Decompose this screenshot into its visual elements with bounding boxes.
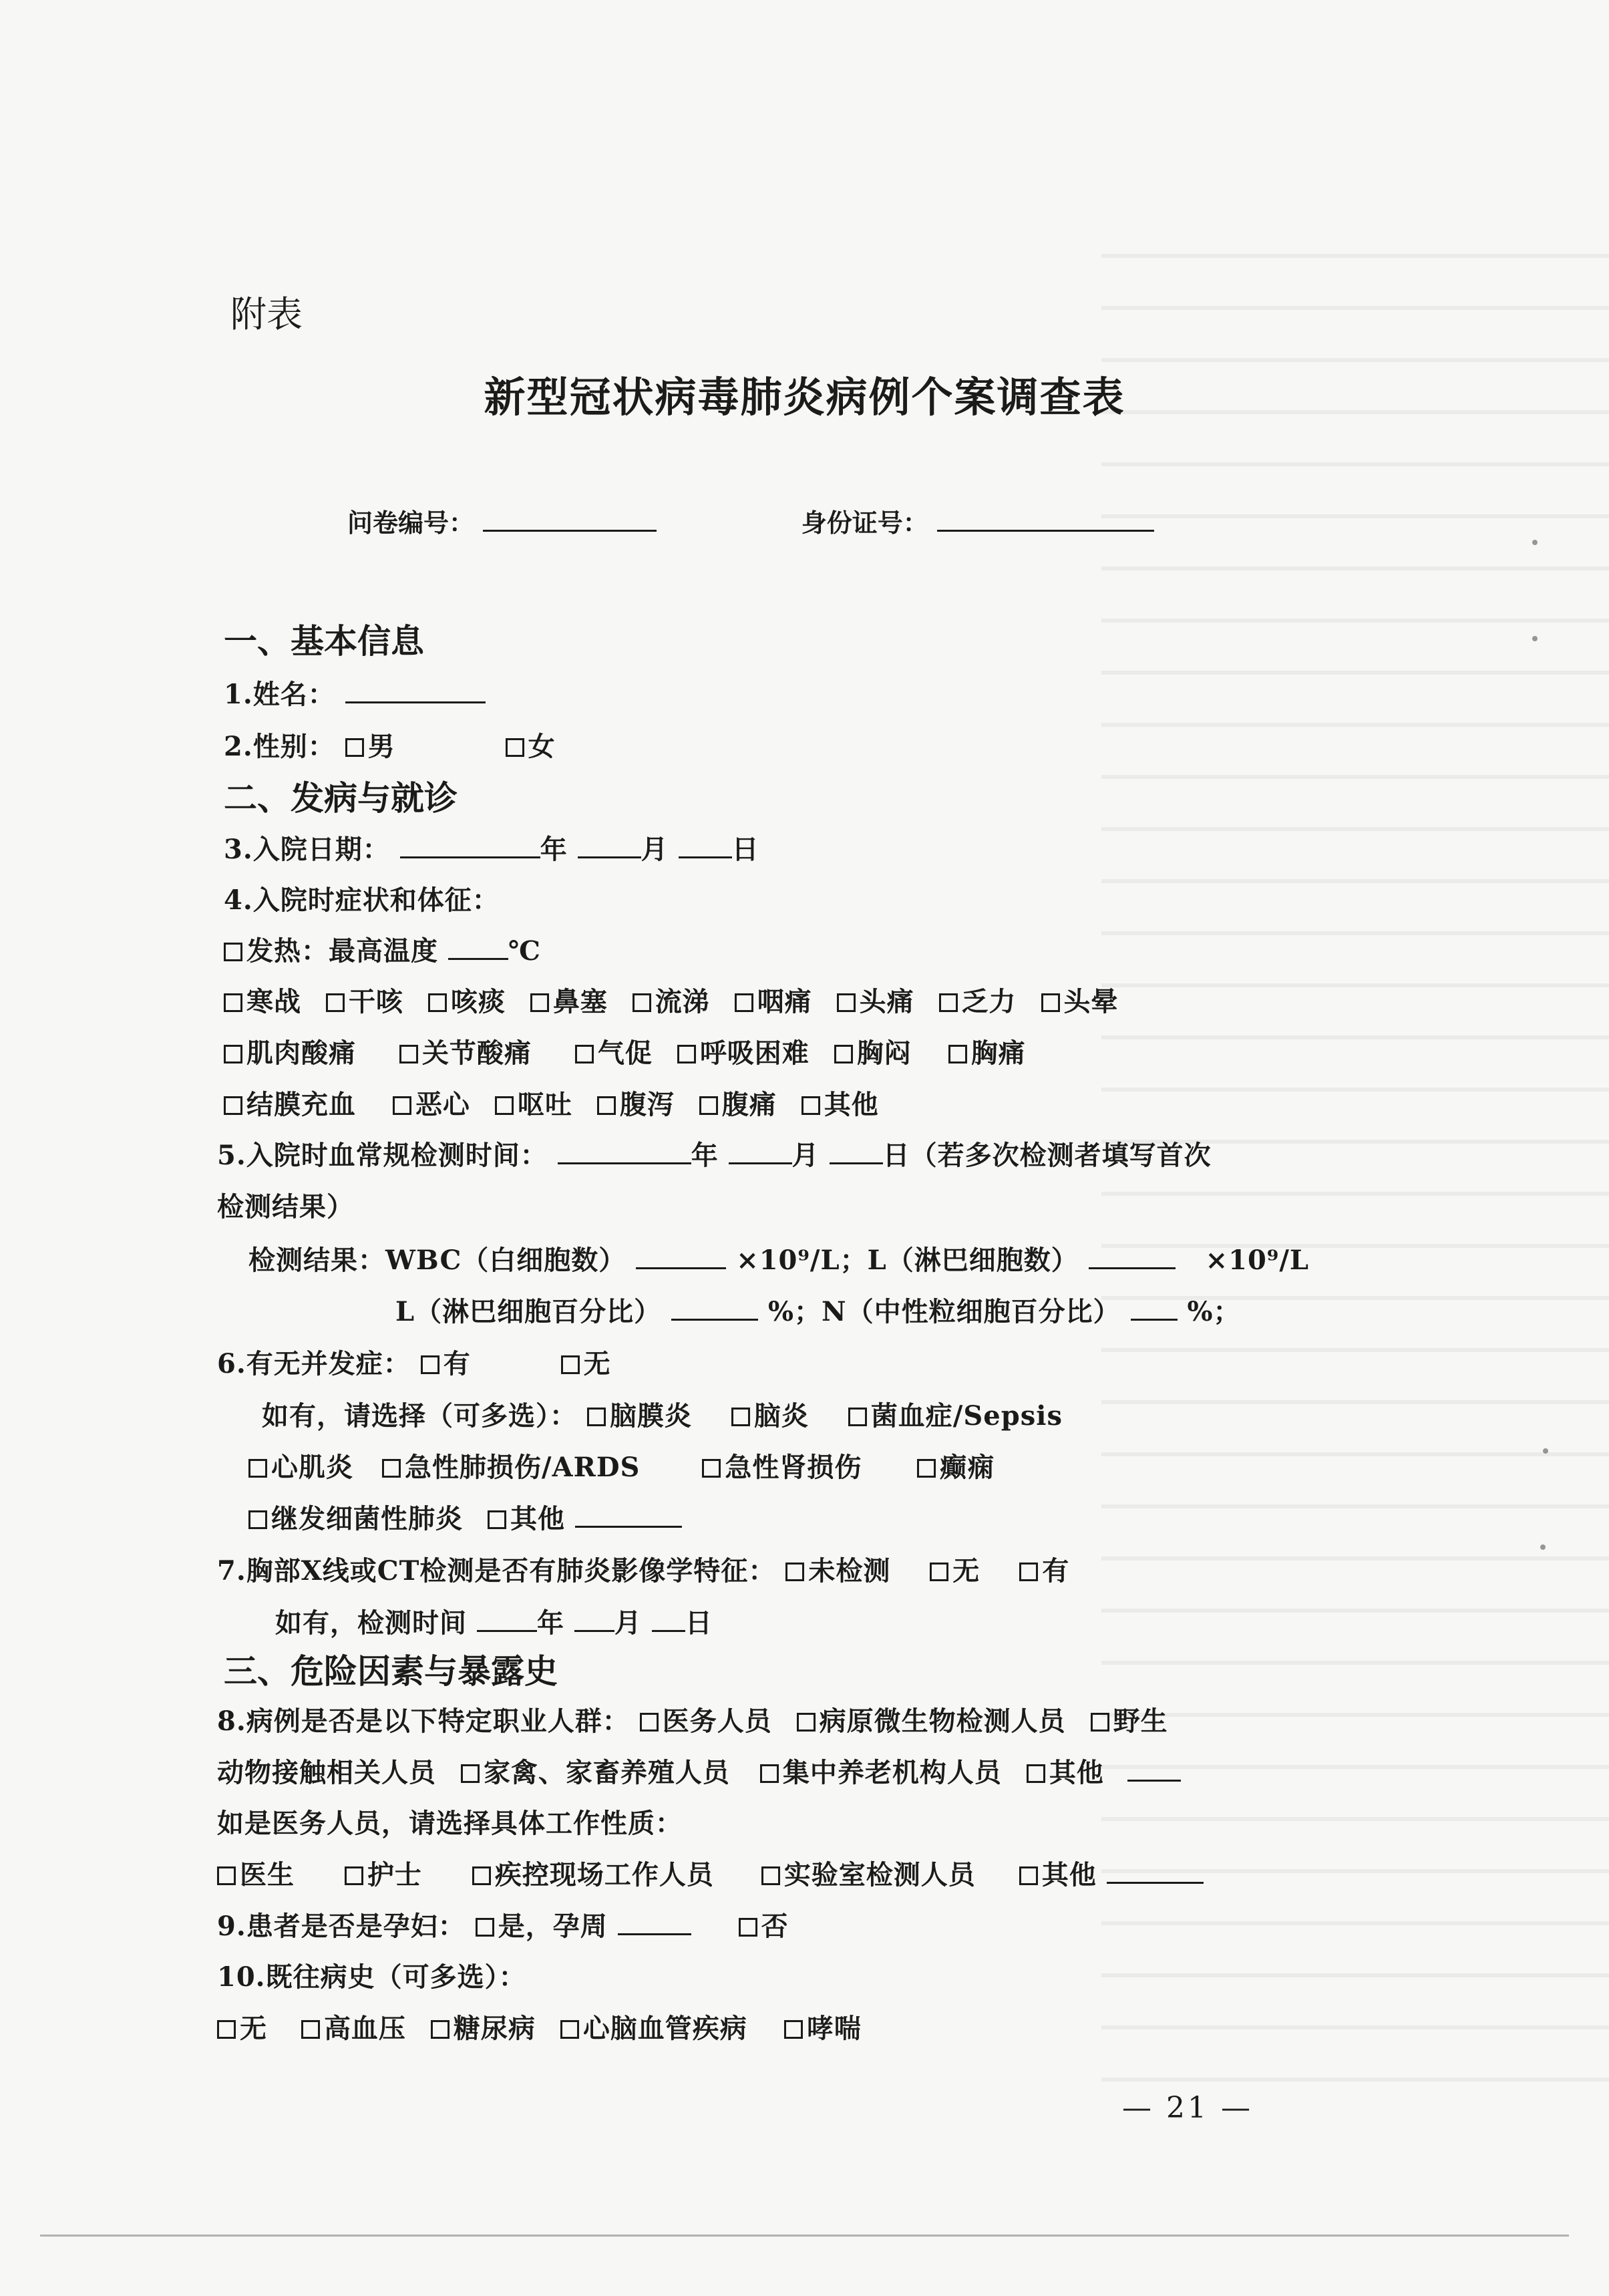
checkbox-conjunctival-congestion[interactable] [224,1096,242,1115]
checkbox-meningitis[interactable] [587,1408,606,1426]
checkbox-symptom-other[interactable] [801,1096,820,1115]
q5-note-end: 检测结果） [217,1191,354,1222]
checkbox-complication-yes[interactable] [421,1355,439,1374]
q8-prompt: 如是医务人员，请选择具体工作性质： [217,1808,683,1839]
checkbox-elderly-care[interactable] [760,1764,779,1783]
q4-symptoms-row2: 肌肉酸痛 关节酸痛 气促 呼吸困难 胸闷 胸痛 [224,1032,1041,1070]
checkbox-runny-nose[interactable] [633,993,651,1012]
checkbox-cardiovascular[interactable] [560,2020,579,2039]
checkbox-myocarditis[interactable] [248,1459,267,1478]
q6-row2: 心肌炎 急性肺损伤/ARDS 急性肾损伤 癫痫 [248,1446,1009,1484]
q8-occupation: 8.病例是否是以下特定职业人群： 医务人员 病原微生物检测人员 野生 [217,1705,1168,1737]
checkbox-vomiting[interactable] [495,1096,514,1115]
wbc-field[interactable] [636,1243,726,1269]
q6-row1: 如有，请选择（可多选）： 脑膜炎 脑炎 菌血症/Sepsis [262,1400,1063,1432]
bleed-through-text [1101,254,1609,2091]
gestational-weeks-field[interactable] [618,1909,691,1935]
q10-history: 无 高血压 糖尿病 心脑血管疾病 哮喘 [217,2007,876,2045]
checkbox-sputum[interactable] [428,993,447,1012]
checkbox-diarrhea[interactable] [597,1096,616,1115]
checkbox-acute-kidney-injury[interactable] [702,1459,721,1478]
checkbox-diabetes[interactable] [431,2020,450,2039]
imaging-year-field[interactable] [477,1606,537,1632]
checkbox-fatigue[interactable] [939,993,958,1012]
questionnaire-number-label: 问卷编号： [347,508,475,538]
id-number-label: 身份证号： [801,508,928,538]
section-risk-exposure: 三、危险因素与暴露史 [224,1652,558,1691]
q8-occupation-line2: 动物接触相关人员 家禽、家畜养殖人员 集中养老机构人员 其他 [217,1752,1181,1790]
scan-speck [1540,1544,1546,1550]
checkbox-female[interactable] [506,738,524,757]
checkbox-not-tested[interactable] [785,1563,804,1581]
checkbox-complication-no[interactable] [561,1355,580,1374]
q2-gender: 2.性别： 男 女 [224,731,556,762]
id-row [347,502,1154,539]
checkbox-livestock-breeding[interactable] [461,1764,480,1783]
page-fold-line [40,2235,1569,2237]
blood-test-day-field[interactable] [830,1138,883,1164]
checkbox-nurse[interactable] [345,1866,363,1885]
checkbox-wildlife[interactable] [1091,1713,1109,1732]
q9-pregnancy: 9.患者是否是孕妇： 是，孕周 否 [217,1911,789,1942]
lymphocyte-percent-field[interactable] [671,1295,758,1321]
checkbox-imaging-no[interactable] [930,1563,948,1581]
section-basic-info: 一、基本信息 [224,622,424,661]
q4-label: 4.入院时症状和体征： [224,884,500,916]
checkbox-medical-staff[interactable] [640,1713,659,1732]
checkbox-shortness-of-breath[interactable] [575,1045,594,1063]
q6-row3: 继发细菌性肺炎 其他 [248,1498,682,1536]
checkbox-hypertension[interactable] [301,2020,320,2039]
q5-results-line2: L（淋巴细胞百分比） %；N（中性粒细胞百分比） %； [395,1296,1241,1327]
q8-work-type: 医生 护士 疾控现场工作人员 实验室检测人员 其他 [217,1854,1204,1892]
checkbox-lab-staff[interactable] [761,1866,780,1885]
checkbox-dry-cough[interactable] [326,993,345,1012]
checkbox-male[interactable] [345,738,364,757]
occupation-other-field[interactable] [1127,1756,1181,1782]
checkbox-complication-other[interactable] [488,1510,506,1529]
checkbox-imaging-yes[interactable] [1019,1563,1038,1581]
checkbox-dizziness[interactable] [1041,993,1060,1012]
blood-test-month-field[interactable] [729,1138,792,1164]
checkbox-headache[interactable] [837,993,856,1012]
id-number-field[interactable] [937,507,1154,532]
q5-test-time: 5.入院时血常规检测时间： 年 月 日（若多次检测者填写首次 [217,1140,1212,1171]
checkbox-doctor[interactable] [217,1866,236,1885]
checkbox-epilepsy[interactable] [917,1459,936,1478]
checkbox-nausea[interactable] [393,1096,411,1115]
checkbox-occupation-other[interactable] [1027,1764,1045,1783]
checkbox-chills[interactable] [224,993,242,1012]
section-onset: 二、发病与就诊 [224,779,458,818]
questionnaire-number-field[interactable] [483,507,657,532]
checkbox-nasal-congestion[interactable] [530,993,549,1012]
q5-results-line1: 检测结果：WBC（白细胞数） ×10⁹/L；L（淋巴细胞数） ×10⁹/L [248,1245,1310,1276]
q4-symptoms-row1: 寒战 干咳 咳痰 鼻塞 流涕 咽痛 头痛 乏力 头晕 [224,981,1133,1019]
checkbox-joint-ache[interactable] [399,1045,418,1063]
q10-label: 10.既往病史（可多选）： [217,1961,526,1993]
checkbox-muscle-ache[interactable] [224,1045,242,1063]
form-title: 新型冠状病毒肺炎病例个案调查表 [484,373,1125,422]
checkbox-pregnant-no[interactable] [739,1918,757,1937]
checkbox-abdominal-pain[interactable] [699,1096,718,1115]
checkbox-pregnant-yes[interactable] [476,1918,494,1937]
work-other-field[interactable] [1107,1858,1204,1884]
checkbox-fever[interactable] [224,943,242,961]
q6-complications: 6.有无并发症： 有 无 [217,1348,611,1379]
imaging-day-field[interactable] [652,1606,685,1632]
checkbox-secondary-pneumonia[interactable] [248,1510,267,1529]
checkbox-chest-tightness[interactable] [834,1045,853,1063]
checkbox-dyspnea[interactable] [677,1045,696,1063]
checkbox-encephalitis[interactable] [731,1408,750,1426]
imaging-month-field[interactable] [574,1606,614,1632]
scan-speck [1543,1448,1548,1454]
checkbox-sepsis[interactable] [848,1408,867,1426]
blood-test-year-field[interactable] [558,1138,691,1164]
q7-followup: 如有，检测时间 年 月 日 [275,1607,713,1639]
q4-fever: 发热：最高温度 ℃ [224,930,541,968]
scan-speck [1532,636,1538,641]
checkbox-history-none[interactable] [217,2020,236,2039]
neutrophil-percent-field[interactable] [1131,1295,1178,1321]
checkbox-ards[interactable] [382,1459,401,1478]
checkbox-pathogen-testing-staff[interactable] [797,1713,816,1732]
q7-imaging: 7.胸部X线或CT检测是否有肺炎影像学特征： 未检测 无 有 [217,1555,1070,1587]
q4-symptoms-row3: 结膜充血 恶心 呕吐 腹泻 腹痛 其他 [224,1084,894,1122]
q1-name: 1.姓名： [224,673,486,711]
checkbox-sore-throat[interactable] [735,993,753,1012]
checkbox-cdc-field-staff[interactable] [472,1866,491,1885]
q3-admission-date: 3.入院日期： 年 月 日 [224,834,759,865]
admission-day-field[interactable] [679,832,732,858]
max-temperature-field[interactable] [448,934,508,960]
scan-speck [1532,540,1538,545]
lymphocyte-count-field[interactable] [1089,1243,1176,1269]
name-field[interactable] [345,677,486,703]
page-number: — 21 — [1122,2091,1253,2125]
complication-other-field[interactable] [575,1502,682,1528]
checkbox-asthma[interactable] [784,2020,803,2039]
checkbox-work-other[interactable] [1019,1866,1038,1885]
attachment-label: 附表 [230,293,303,335]
admission-year-field[interactable] [400,832,540,858]
admission-month-field[interactable] [578,832,641,858]
checkbox-chest-pain[interactable] [948,1045,967,1063]
